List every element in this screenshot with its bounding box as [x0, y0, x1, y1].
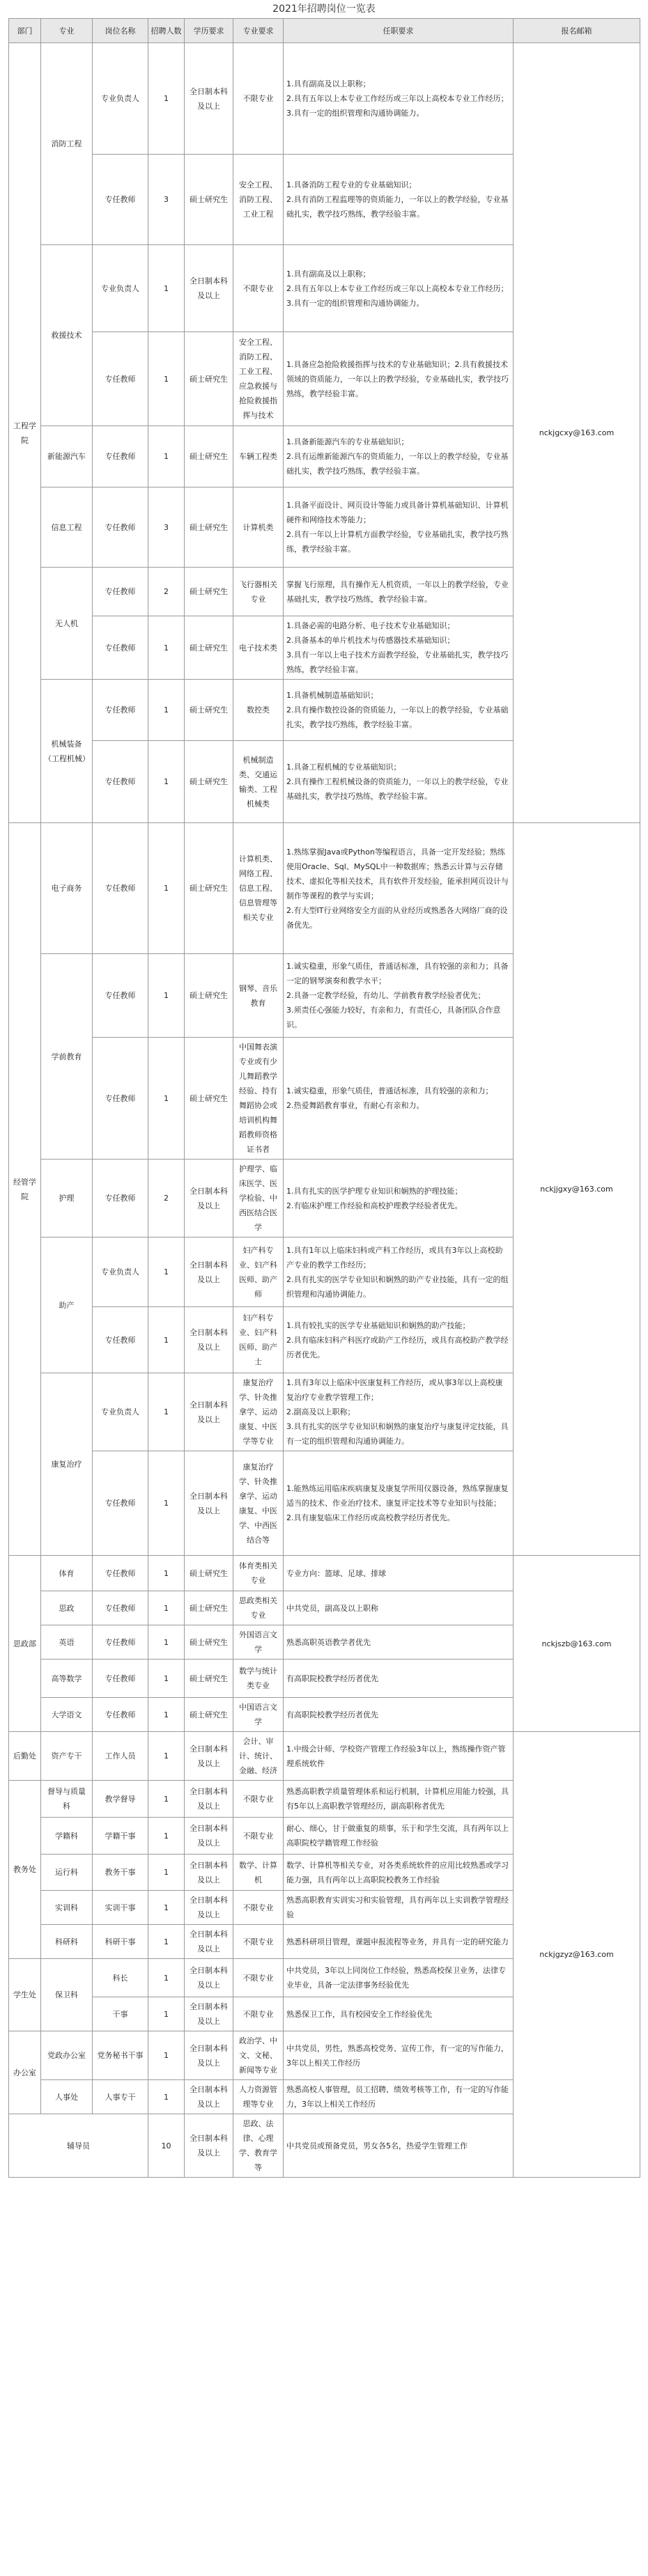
- major-cell: 实训科: [41, 1891, 93, 1925]
- table-row: [9, 1556, 640, 1591]
- requirement-line: 中共党员或预备党员，男女各5名，热爱学生管理工作: [286, 2141, 468, 2150]
- edu-cell: 全日制本科及以上: [185, 1959, 233, 1997]
- major-cell: 信息工程: [41, 487, 93, 568]
- spec-cell: 思政、法律、心理学、教育学等: [233, 2114, 284, 2178]
- spec-cell: 中国语言文学: [233, 1698, 284, 1732]
- count-cell: 1: [148, 616, 185, 680]
- requirement-cell: [284, 1238, 514, 1307]
- requirement-cell: [284, 568, 514, 616]
- requirement-cell: [284, 1855, 514, 1891]
- requirement-line: 熟悉高校人事管理，员工招聘、绩效考核等工作，有一定的写作能力，3年以上相关工作经历: [286, 2085, 509, 2109]
- requirement-line: 掌握飞行原理，具有操作无人机资质，一年以上的教学经验，专业基础扎实，教学技巧熟练，教学经验丰富。: [286, 579, 509, 604]
- requirement-cell: [284, 1891, 514, 1925]
- requirement-cell: [284, 245, 514, 332]
- edu-cell: 全日制本科及以上: [185, 43, 233, 155]
- count-cell: 1: [148, 1891, 185, 1925]
- major-cell: 保卫科: [41, 1959, 93, 2031]
- dept-cell: 办公室: [9, 2031, 41, 2114]
- post-cell: 科长: [93, 1959, 148, 1997]
- spec-cell: 护理学、临床医学、医学检验、中西医结合医学: [233, 1160, 284, 1238]
- count-cell: 1: [148, 823, 185, 954]
- dept-cell: 后勤处: [9, 1732, 41, 1781]
- count-cell: 1: [148, 1959, 185, 1997]
- spec-cell: 数学与统计类专业: [233, 1660, 284, 1698]
- requirement-cell: [284, 616, 514, 680]
- requirement-line: 数学、计算机等相关专业，对各类系统软件的应用比较熟悉或学习能力强，具有两年以上高职院校教务工作经验: [286, 1860, 509, 1884]
- header-spec: 专业要求: [233, 19, 284, 43]
- email-cell: nckjgzyz@163.com: [514, 1732, 640, 2178]
- count-cell: 1: [148, 1925, 185, 1959]
- count-cell: 1: [148, 741, 185, 823]
- requirement-line: 有高职院校教学经历者优先: [286, 1673, 378, 1683]
- post-cell: 专业负责人: [93, 43, 148, 155]
- count-cell: 1: [148, 1818, 185, 1855]
- requirement-line: 2.热爱舞蹈教育事业，有耐心有亲和力。: [286, 1101, 424, 1110]
- count-cell: 1: [148, 680, 185, 741]
- header-edu: 学历要求: [185, 19, 233, 43]
- requirement-line: 1.具备机械制造基础知识；: [286, 691, 378, 700]
- table-header-row: [9, 19, 640, 43]
- page-title: 2021年招聘岗位一览表: [272, 3, 376, 15]
- requirement-line: 1.具有1年以上临床妇科或产科工作经历，或具有3年以上高校助产专业的教学工作经历；: [286, 1245, 503, 1270]
- post-cell: 专任教师: [93, 1660, 148, 1698]
- requirement-cell: [284, 1307, 514, 1373]
- spec-cell: 不限专业: [233, 1925, 284, 1959]
- requirement-line: 1.具备工程机械的专业基础知识；: [286, 763, 401, 772]
- requirement-cell: [284, 1373, 514, 1451]
- requirement-cell: [284, 741, 514, 823]
- spec-cell: 计算机类: [233, 487, 284, 568]
- requirement-line: 1.具备平面设计、网页设计等能力或具备计算机基础知识、计算机硬件和网络技术等能力；: [286, 501, 509, 524]
- requirement-line: 2.具有操作数控设备的资质能力，一年以上的教学经验，专业基础扎实，教学技巧熟练，教学经验丰富。: [286, 705, 509, 729]
- post-cell: 教务干事: [93, 1855, 148, 1891]
- edu-cell: 硕士研究生: [185, 616, 233, 680]
- post-cell: 专任教师: [93, 1698, 148, 1732]
- requirement-line: 中共党员，3年以上同岗位工作经验，熟悉高校保卫业务，法律专业毕业，具备一定法律事务经验优先: [286, 1966, 506, 1990]
- dept-cell: 辅导员: [9, 2114, 148, 2178]
- post-cell: 专任教师: [93, 568, 148, 616]
- spec-cell: 车辆工程类: [233, 426, 284, 487]
- spec-cell: 安全工程、消防工程、工业工程、应急救援与抢险救援指挥与技术: [233, 332, 284, 426]
- spec-cell: 康复治疗学、针灸推拿学、运动康复、中医学、中西医结合等: [233, 1451, 284, 1556]
- table-body: [9, 43, 640, 2178]
- requirement-line: 2.具有临床妇科产科医疗或助产工作经历，或具有高校助产教学经历者优先。: [286, 1335, 509, 1359]
- requirement-line: 耐心、细心，甘于做重复的琐事，乐于和学生交流，具有两年以上高职院校学籍管理工作经验: [286, 1824, 509, 1848]
- header-count: 招聘人数: [148, 19, 185, 43]
- requirement-cell: [284, 1160, 514, 1238]
- edu-cell: 硕士研究生: [185, 1038, 233, 1160]
- post-cell: 科研干事: [93, 1925, 148, 1959]
- major-cell: 资产专干: [41, 1732, 93, 1781]
- spec-cell: 不限专业: [233, 1891, 284, 1925]
- header-dept: 部门: [9, 19, 41, 43]
- post-cell: 专任教师: [93, 616, 148, 680]
- major-cell: 机械装备（工程机械）: [41, 680, 93, 823]
- requirement-line: 3.具有扎实的医学专业知识和娴熟的康复治疗与康复评定技能，具有一定的组织管理和沟通协调能力。: [286, 1422, 509, 1446]
- dept-cell: 学生处: [9, 1959, 41, 2031]
- dept-cell: 工程学院: [9, 43, 41, 823]
- major-cell: 党政办公室: [41, 2031, 93, 2080]
- count-cell: 1: [148, 1698, 185, 1732]
- post-cell: 实训干事: [93, 1891, 148, 1925]
- requirement-line: 1.中级会计师、学校资产管理工作经验3年以上，熟练操作资产管理系统软件: [286, 1744, 506, 1768]
- count-cell: 1: [148, 1781, 185, 1818]
- count-cell: 1: [148, 1451, 185, 1556]
- edu-cell: 全日制本科及以上: [185, 1855, 233, 1891]
- major-cell: 学前教育: [41, 954, 93, 1160]
- edu-cell: 全日制本科及以上: [185, 1818, 233, 1855]
- edu-cell: 全日制本科及以上: [185, 245, 233, 332]
- edu-cell: 硕士研究生: [185, 741, 233, 823]
- post-cell: 专任教师: [93, 741, 148, 823]
- count-cell: 1: [148, 2031, 185, 2080]
- post-cell: 专任教师: [93, 1451, 148, 1556]
- count-cell: 1: [148, 1238, 185, 1307]
- spec-cell: 钢琴、音乐教育: [233, 954, 284, 1038]
- requirement-line: 2.具有消防工程监理等的资质能力，一年以上的教学经验，专业基础扎实，教学技巧熟练，教学经验丰富。: [286, 195, 509, 219]
- count-cell: 2: [148, 568, 185, 616]
- post-cell: 专任教师: [93, 1307, 148, 1373]
- major-cell: 高等数学: [41, 1660, 93, 1698]
- edu-cell: 硕士研究生: [185, 1625, 233, 1660]
- table-row: [9, 43, 640, 155]
- requirement-line: 1.诚实稳重，形象气质佳，普通话标准，具有较强的亲和力；具备一定的钢琴演奏和教学水平；: [286, 962, 509, 985]
- requirement-line: 中共党员，男性，熟悉高校党务、宣传工作，有一定的写作能力，3年以上相关工作经历: [286, 2043, 509, 2068]
- requirement-line: 3.须责任心强能力较好，有亲和力，有责任心，具备团队合作意识。: [286, 1006, 501, 1029]
- major-cell: 体育: [41, 1556, 93, 1591]
- edu-cell: 全日制本科及以上: [185, 1732, 233, 1781]
- requirement-line: 2.具备一定教学经验，有幼儿、学前教育教学经验者优先；: [286, 991, 486, 1000]
- major-cell: 运行科: [41, 1855, 93, 1891]
- requirement-cell: [284, 1451, 514, 1556]
- spec-cell: 人力资源管理等专业: [233, 2080, 284, 2114]
- requirement-cell: [284, 43, 514, 155]
- count-cell: 1: [148, 1373, 185, 1451]
- post-cell: 专业负责人: [93, 1238, 148, 1307]
- requirement-line: 2.具有运维新能源汽车的资质能力，一年以上的教学经验，专业基础扎实，教学技巧熟练，教学经验丰富。: [286, 452, 509, 476]
- major-cell: 新能源汽车: [41, 426, 93, 487]
- requirement-cell: [284, 2080, 514, 2114]
- post-cell: 专任教师: [93, 1625, 148, 1660]
- post-cell: 专任教师: [93, 823, 148, 954]
- edu-cell: 全日制本科及以上: [185, 1160, 233, 1238]
- spec-cell: 数控类: [233, 680, 284, 741]
- requirement-cell: [284, 1781, 514, 1818]
- spec-cell: 飞行器相关专业: [233, 568, 284, 616]
- spec-cell: 数学、计算机: [233, 1855, 284, 1891]
- requirement-line: 专业方向：篮球、足球、排球: [286, 1568, 386, 1578]
- edu-cell: 硕士研究生: [185, 823, 233, 954]
- edu-cell: 硕士研究生: [185, 568, 233, 616]
- requirement-cell: [284, 1625, 514, 1660]
- spec-cell: 体育类相关专业: [233, 1556, 284, 1591]
- requirement-line: 2.具有康复临床工作经历或高校教学经历者优先。: [286, 1513, 455, 1522]
- major-cell: 电子商务: [41, 823, 93, 954]
- post-cell: 人事专干: [93, 2080, 148, 2114]
- post-cell: 专任教师: [93, 1556, 148, 1591]
- spec-cell: 不限专业: [233, 1959, 284, 1997]
- requirement-line: 2.具备基本的单片机技术与传感器技术基础知识；: [286, 636, 455, 645]
- post-cell: 专任教师: [93, 487, 148, 568]
- spec-cell: 政治学、中文、文秘、新闻等专业: [233, 2031, 284, 2080]
- requirement-line: 1.具有较扎实的医学专业基础知识和娴熟的助产技能；: [286, 1320, 470, 1330]
- edu-cell: 全日制本科及以上: [185, 1997, 233, 2031]
- major-cell: 助产: [41, 1238, 93, 1373]
- table-row: [9, 823, 640, 954]
- spec-cell: 中国舞表演专业或有少儿舞蹈教学经验、持有舞蹈协会或培训机构舞蹈教师资格证书者: [233, 1038, 284, 1160]
- count-cell: 1: [148, 1591, 185, 1625]
- major-cell: 学籍科: [41, 1818, 93, 1855]
- spec-cell: 不限专业: [233, 245, 284, 332]
- requirement-cell: [284, 1660, 514, 1698]
- major-cell: 消防工程: [41, 43, 93, 245]
- spec-cell: 会计、审计、统计、金融、经济: [233, 1732, 284, 1781]
- edu-cell: 硕士研究生: [185, 680, 233, 741]
- requirement-line: 2.具有五年以上本专业工作经历或三年以上高校本专业工作经历；: [286, 94, 509, 103]
- recruitment-table: [8, 18, 640, 2178]
- spec-cell: 机械制造类、交通运输类、工程机械类: [233, 741, 284, 823]
- spec-cell: 电子技术类: [233, 616, 284, 680]
- major-cell: 康复治疗: [41, 1373, 93, 1556]
- spec-cell: 计算机类、网络工程、信息工程、信息管理等相关专业: [233, 823, 284, 954]
- dept-cell: 教务处: [9, 1781, 41, 1959]
- requirement-line: 1.具备新能源汽车的专业基础知识；: [286, 437, 409, 446]
- requirement-cell: [284, 155, 514, 245]
- requirement-line: 2.具有一年以上计算机方面教学经验，专业基础扎实，教学技巧熟练，教学经验丰富。: [286, 530, 509, 554]
- post-cell: 专任教师: [93, 1038, 148, 1160]
- count-cell: 1: [148, 2080, 185, 2114]
- edu-cell: 全日制本科及以上: [185, 1451, 233, 1556]
- edu-cell: 全日制本科及以上: [185, 1307, 233, 1373]
- requirement-line: 3.具有一定的组织管理和沟通协调能力。: [286, 298, 424, 308]
- requirement-cell: [284, 1698, 514, 1732]
- major-cell: 大学语文: [41, 1698, 93, 1732]
- major-cell: 科研科: [41, 1925, 93, 1959]
- requirement-cell: [284, 426, 514, 487]
- requirement-cell: [284, 1959, 514, 1997]
- requirement-line: 有高职院校教学经历者优先: [286, 1710, 378, 1719]
- edu-cell: 全日制本科及以上: [185, 1925, 233, 1959]
- spec-cell: 不限专业: [233, 1997, 284, 2031]
- post-cell: 专任教师: [93, 426, 148, 487]
- requirement-line: 3.具有一年以上电子技术方面教学经验，专业基础扎实，教学技巧熟练，教学经验丰富。: [286, 650, 509, 674]
- requirement-line: 2.副高及以上职称；: [286, 1407, 355, 1416]
- requirement-line: 1.具备消防工程专业的专业基础知识；: [286, 180, 417, 189]
- major-cell: 英语: [41, 1625, 93, 1660]
- edu-cell: 硕士研究生: [185, 1660, 233, 1698]
- requirement-line: 2.具有扎实的医学专业知识和娴熟的助产专业技能，具有一定的组织管理和沟通协调能力。: [286, 1274, 509, 1299]
- edu-cell: 硕士研究生: [185, 332, 233, 426]
- table-row: [9, 1732, 640, 1781]
- requirement-line: 3.具有一定的组织管理和沟通协调能力。: [286, 109, 424, 118]
- count-cell: 1: [148, 245, 185, 332]
- email-cell: nckjgcxy@163.com: [514, 43, 640, 823]
- major-cell: 无人机: [41, 568, 93, 680]
- post-cell: 专任教师: [93, 1160, 148, 1238]
- requirement-line: 中共党员，副高及以上职称: [286, 1603, 378, 1613]
- count-cell: 1: [148, 1660, 185, 1698]
- post-cell: 专业负责人: [93, 1373, 148, 1451]
- post-cell: 党务秘书干事: [93, 2031, 148, 2080]
- requirement-cell: [284, 680, 514, 741]
- post-cell: 专任教师: [93, 954, 148, 1038]
- count-cell: 10: [148, 2114, 185, 2178]
- edu-cell: 全日制本科及以上: [185, 2080, 233, 2114]
- edu-cell: 硕士研究生: [185, 426, 233, 487]
- requirement-line: 2.具有操作工程机械设备的资质能力，一年以上的教学经验，专业基础扎实，教学技巧熟练，教学经验丰富。: [286, 777, 509, 801]
- count-cell: 1: [148, 332, 185, 426]
- edu-cell: 全日制本科及以上: [185, 1891, 233, 1925]
- spec-cell: 思政类相关专业: [233, 1591, 284, 1625]
- post-cell: 专任教师: [93, 1591, 148, 1625]
- major-cell: 护理: [41, 1160, 93, 1238]
- requirement-line: 1.具有3年以上临床中医康复科工作经历，或从事3年以上高校康复治疗专业教学管理工作；: [286, 1378, 503, 1402]
- header-major: 专业: [41, 19, 93, 43]
- email-cell: nckjszb@163.com: [514, 1556, 640, 1732]
- header-email: 报名邮箱: [514, 19, 640, 43]
- major-cell: 救援技术: [41, 245, 93, 426]
- requirement-line: 熟悉高职教育实训实习和实验管理，具有两年以上实训教学管理经验: [286, 1896, 509, 1919]
- spec-cell: 康复治疗学、针灸推拿学、运动康复、中医学等专业: [233, 1373, 284, 1451]
- requirement-cell: [284, 2114, 514, 2178]
- requirement-cell: [284, 1038, 514, 1160]
- requirement-line: 1.具有副高及以上职称；: [286, 79, 371, 88]
- spec-cell: 妇产科专业、妇产科医师、助产士: [233, 1307, 284, 1373]
- count-cell: 2: [148, 1160, 185, 1238]
- edu-cell: 全日制本科及以上: [185, 1238, 233, 1307]
- requirement-line: 2.有临床护理工作经验和高校护理教学经验者优先。: [286, 1201, 463, 1210]
- post-cell: 专任教师: [93, 332, 148, 426]
- requirement-line: 2.有大型IT行业网络安全方面的从业经历或熟悉各大网络厂商的设备优先。: [286, 905, 508, 930]
- count-cell: 1: [148, 1855, 185, 1891]
- post-cell: 教学督导: [93, 1781, 148, 1818]
- count-cell: 1: [148, 1625, 185, 1660]
- requirement-line: 1.具有副高及以上职称；: [286, 269, 371, 279]
- count-cell: 1: [148, 1997, 185, 2031]
- edu-cell: 硕士研究生: [185, 1698, 233, 1732]
- header-post: 岗位名称: [93, 19, 148, 43]
- requirement-cell: [284, 1997, 514, 2031]
- dept-cell: 经管学院: [9, 823, 41, 1556]
- requirement-cell: [284, 1732, 514, 1781]
- email-cell: nckjjgxy@163.com: [514, 823, 640, 1556]
- requirement-line: 熟悉保卫工作，具有校园安全工作经验优先: [286, 2009, 432, 2019]
- requirement-line: 熟悉科研项目管理，课题申报流程等业务，并具有一定的研究能力: [286, 1937, 509, 1946]
- count-cell: 1: [148, 1038, 185, 1160]
- edu-cell: 全日制本科及以上: [185, 1781, 233, 1818]
- requirement-line: 2.具有五年以上本专业工作经历或三年以上高校本专业工作经历；: [286, 283, 509, 293]
- requirement-cell: [284, 487, 514, 568]
- edu-cell: 硕士研究生: [185, 487, 233, 568]
- requirement-cell: [284, 1925, 514, 1959]
- count-cell: 1: [148, 1556, 185, 1591]
- requirement-line: 1.具备应急抢险救援指挥与技术的专业基础知识；2.具有救援技术领域的资质能力，一年以上的教学经验，专业基础扎实，教学技巧熟练，教学经验丰富。: [286, 359, 509, 398]
- requirement-line: 熟悉高职教学质量管理体系和运行机制，计算机应用能力较强，具有5年以上高职教学管理经历，副高职称者优先: [286, 1787, 509, 1811]
- requirement-cell: [284, 1591, 514, 1625]
- edu-cell: 全日制本科及以上: [185, 2031, 233, 2080]
- requirement-cell: [284, 2031, 514, 2080]
- post-cell: 工作人员: [93, 1732, 148, 1781]
- spec-cell: 不限专业: [233, 1818, 284, 1855]
- count-cell: 1: [148, 43, 185, 155]
- requirement-line: 熟悉高职英语教学者优先: [286, 1637, 371, 1647]
- count-cell: 1: [148, 426, 185, 487]
- spec-cell: 妇产科专业、妇产科医师、助产师: [233, 1238, 284, 1307]
- post-cell: 专任教师: [93, 680, 148, 741]
- requirement-cell: [284, 1556, 514, 1591]
- requirement-line: 1.具有扎实的医学护理专业知识和娴熟的护理技能；: [286, 1186, 463, 1196]
- requirement-line: 1.具备必需的电路分析、电子技术专业基础知识；: [286, 621, 455, 630]
- edu-cell: 硕士研究生: [185, 1591, 233, 1625]
- major-cell: 思政: [41, 1591, 93, 1625]
- edu-cell: 全日制本科及以上: [185, 2114, 233, 2178]
- requirement-cell: [284, 823, 514, 954]
- spec-cell: 外国语言文学: [233, 1625, 284, 1660]
- post-cell: 专任教师: [93, 155, 148, 245]
- edu-cell: 硕士研究生: [185, 954, 233, 1038]
- major-cell: 人事处: [41, 2080, 93, 2114]
- requirement-cell: [284, 332, 514, 426]
- post-cell: 专业负责人: [93, 245, 148, 332]
- requirement-line: 1.能熟练运用临床疾病康复及康复学所用仪器设备，熟练掌握康复适当的技术、作业治疗技术、康复评定技术等专业知识与技能；: [286, 1484, 509, 1508]
- header-req: 任职要求: [284, 19, 514, 43]
- spec-cell: 不限专业: [233, 43, 284, 155]
- count-cell: 3: [148, 155, 185, 245]
- count-cell: 1: [148, 1307, 185, 1373]
- edu-cell: 全日制本科及以上: [185, 1373, 233, 1451]
- count-cell: 1: [148, 1732, 185, 1781]
- dept-cell: 思政部: [9, 1556, 41, 1732]
- count-cell: 1: [148, 954, 185, 1038]
- requirement-line: 1.诚实稳重，形象气质佳，普通话标准，具有较强的亲和力；: [286, 1086, 493, 1095]
- requirement-cell: [284, 954, 514, 1038]
- major-cell: 督导与质量科: [41, 1781, 93, 1818]
- spec-cell: 安全工程、消防工程、工业工程: [233, 155, 284, 245]
- post-cell: 干事: [93, 1997, 148, 2031]
- requirement-line: 1.熟练掌握Java或Python等编程语言，具备一定开发经验；熟练使用Oracle、Sql、MySQL中一种数据库；熟悉云计算与云存储技术、虚拟化等相关技术，具有软件开发经验，能承担网页设计与制作等课程的教学与实训；: [286, 847, 509, 900]
- post-cell: 学籍干事: [93, 1818, 148, 1855]
- spec-cell: 不限专业: [233, 1781, 284, 1818]
- count-cell: 3: [148, 487, 185, 568]
- edu-cell: 硕士研究生: [185, 155, 233, 245]
- requirement-cell: [284, 1818, 514, 1855]
- edu-cell: 硕士研究生: [185, 1556, 233, 1591]
